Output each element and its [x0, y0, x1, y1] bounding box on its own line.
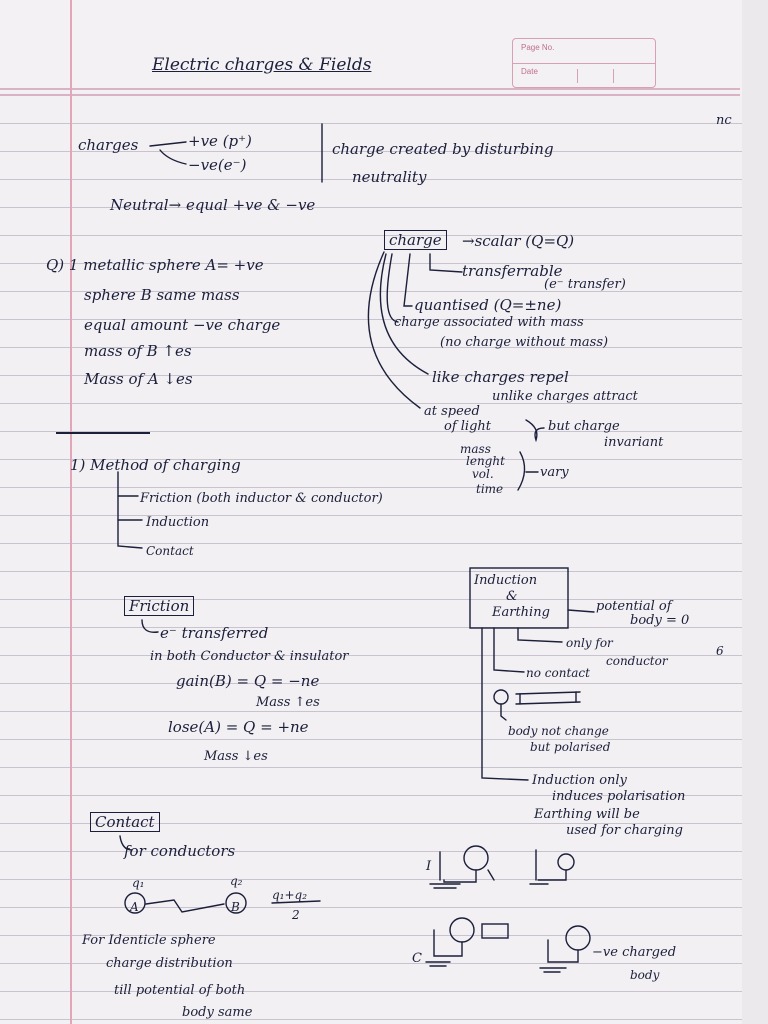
average-denominator: 2	[292, 908, 300, 922]
prop-transfer-note: (e⁻ transfer)	[544, 277, 626, 292]
prop-transferrable: transferrable	[462, 262, 563, 280]
friction-arrow	[142, 620, 158, 632]
sphere-a	[125, 893, 145, 913]
arrow-plus	[150, 142, 186, 146]
induction-box-line-2: &	[506, 589, 518, 604]
induction-box	[470, 568, 568, 628]
method-contact: Contact	[146, 544, 194, 558]
arrow-speed	[368, 252, 420, 408]
question-line-5: Mass of A ↓es	[84, 370, 193, 388]
prop-invariant-2: invariant	[604, 435, 664, 450]
induction-polarised: but polarised	[530, 740, 611, 754]
diagram-sphere-1	[464, 846, 488, 870]
vary-length: lenght	[466, 454, 505, 468]
methods-tree	[118, 472, 142, 548]
charge-box: charge	[384, 230, 447, 250]
date-label: Date	[521, 67, 538, 76]
contact-identical: For Identicle sphere	[82, 933, 216, 948]
edge-mark: 6	[716, 644, 724, 658]
contact-for-conductors: for conductors	[124, 842, 236, 860]
charged-rod-1	[482, 924, 508, 938]
prop-mass-note: (no charge without mass)	[440, 335, 609, 350]
prop-mass: charge associated with mass	[394, 315, 584, 330]
arrow-mass	[387, 254, 398, 322]
induction-box-line-1: Induction	[474, 573, 538, 588]
negative-charge: −ve(e⁻)	[188, 156, 247, 174]
connecting-wire	[146, 900, 224, 912]
earthing-line-1: Earthing will be	[534, 807, 640, 822]
page-no-label: Page No.	[521, 43, 555, 52]
contact-till: till potential of both	[114, 983, 246, 998]
induction-no-contact: no contact	[526, 666, 590, 680]
contact-same: body same	[182, 1005, 253, 1020]
friction-gain: gain(B) = Q = −ne	[176, 672, 320, 690]
negative-body-label: body	[630, 968, 660, 982]
prop-speed-2: of light	[444, 419, 492, 434]
arrow-potential	[568, 610, 594, 612]
induction-conductor: conductor	[606, 654, 668, 668]
induction-only: Induction only	[532, 773, 627, 788]
question-line-2: sphere B same mass	[84, 286, 240, 304]
contact-q1: q₁	[132, 876, 145, 890]
prop-unlike: unlike charges attract	[492, 389, 638, 404]
corner-mark: nc	[716, 113, 732, 128]
friction-mass-dec: Mass ↓es	[204, 749, 268, 764]
induction-box-line-3: Earthing	[492, 605, 550, 620]
arrow-quantised	[404, 254, 412, 306]
positive-charge: +ve (p⁺)	[188, 132, 252, 150]
average-numerator: q₁+q₂	[272, 888, 308, 902]
prop-quantised: quantised (Q=±ne)	[414, 296, 562, 314]
friction-mass-inc: Mass ↑es	[256, 695, 320, 710]
method-friction: Friction (both inductor & conductor)	[140, 491, 383, 506]
diagram-sphere-2	[558, 854, 574, 870]
question-line-1: Q) 1 metallic sphere A= +ve	[46, 256, 264, 274]
question-line-4: mass of B ↑es	[84, 342, 192, 360]
friction-transferred: e⁻ transferred	[160, 624, 269, 642]
sphere-a-label: A	[130, 900, 139, 914]
arrow-transferrable	[430, 254, 462, 272]
prop-speed-1: at speed	[424, 404, 480, 419]
contact-q2: q₂	[230, 874, 243, 888]
contact-box: Contact	[90, 812, 160, 832]
charges-label: charges	[78, 136, 139, 154]
brace-invariant	[526, 420, 544, 440]
negative-charged-label: −ve charged	[592, 945, 677, 960]
page-title: Electric charges & Fields	[152, 55, 372, 75]
created-line-2: neutrality	[352, 168, 427, 186]
neutral-note: Neutral→ equal +ve & −ve	[110, 196, 316, 214]
vary-time: time	[476, 482, 504, 496]
friction-lose: lose(A) = Q = +ne	[168, 718, 309, 736]
vary-label: vary	[540, 465, 569, 480]
friction-box: Friction	[124, 596, 194, 616]
methods-heading: 1) Method of charging	[70, 456, 241, 474]
brace-vary	[518, 452, 525, 490]
diagram-sphere-4	[566, 926, 590, 950]
diagram-sphere-3	[450, 918, 474, 942]
induction-polarisation: induces polarisation	[552, 789, 686, 804]
fraction-bar	[272, 901, 320, 903]
method-induction: Induction	[146, 515, 210, 530]
created-line-1: charge created by disturbing	[332, 140, 554, 158]
arrow-like	[380, 254, 428, 374]
induction-not-change: body not change	[508, 724, 609, 738]
induction-potential-2: body = 0	[630, 613, 690, 628]
induction-potential-1: potential of	[596, 599, 672, 614]
induction-sphere	[494, 690, 508, 704]
vary-mass: mass	[460, 442, 491, 456]
arrow-no-contact	[494, 628, 524, 672]
arrow-minus	[160, 150, 186, 164]
earthing-line-2: used for charging	[566, 823, 683, 838]
sphere-b-label: B	[231, 900, 240, 914]
contact-arrow	[120, 836, 132, 850]
induction-only-for: only for	[566, 636, 613, 650]
friction-both: in both Conductor & insulator	[150, 649, 349, 664]
sphere-b	[226, 893, 246, 913]
question-line-3: equal amount −ve charge	[84, 316, 281, 334]
diagram-label-i: I	[426, 859, 432, 874]
prop-scalar: →scalar (Q=Q)	[462, 232, 575, 250]
prop-invariant-1: but charge	[548, 419, 620, 434]
prop-like: like charges repel	[432, 368, 569, 386]
contact-distribution: charge distribution	[106, 956, 233, 971]
arrow-only-for	[518, 628, 562, 642]
vary-vol: vol.	[472, 467, 494, 481]
diagram-label-c: C	[412, 951, 422, 966]
